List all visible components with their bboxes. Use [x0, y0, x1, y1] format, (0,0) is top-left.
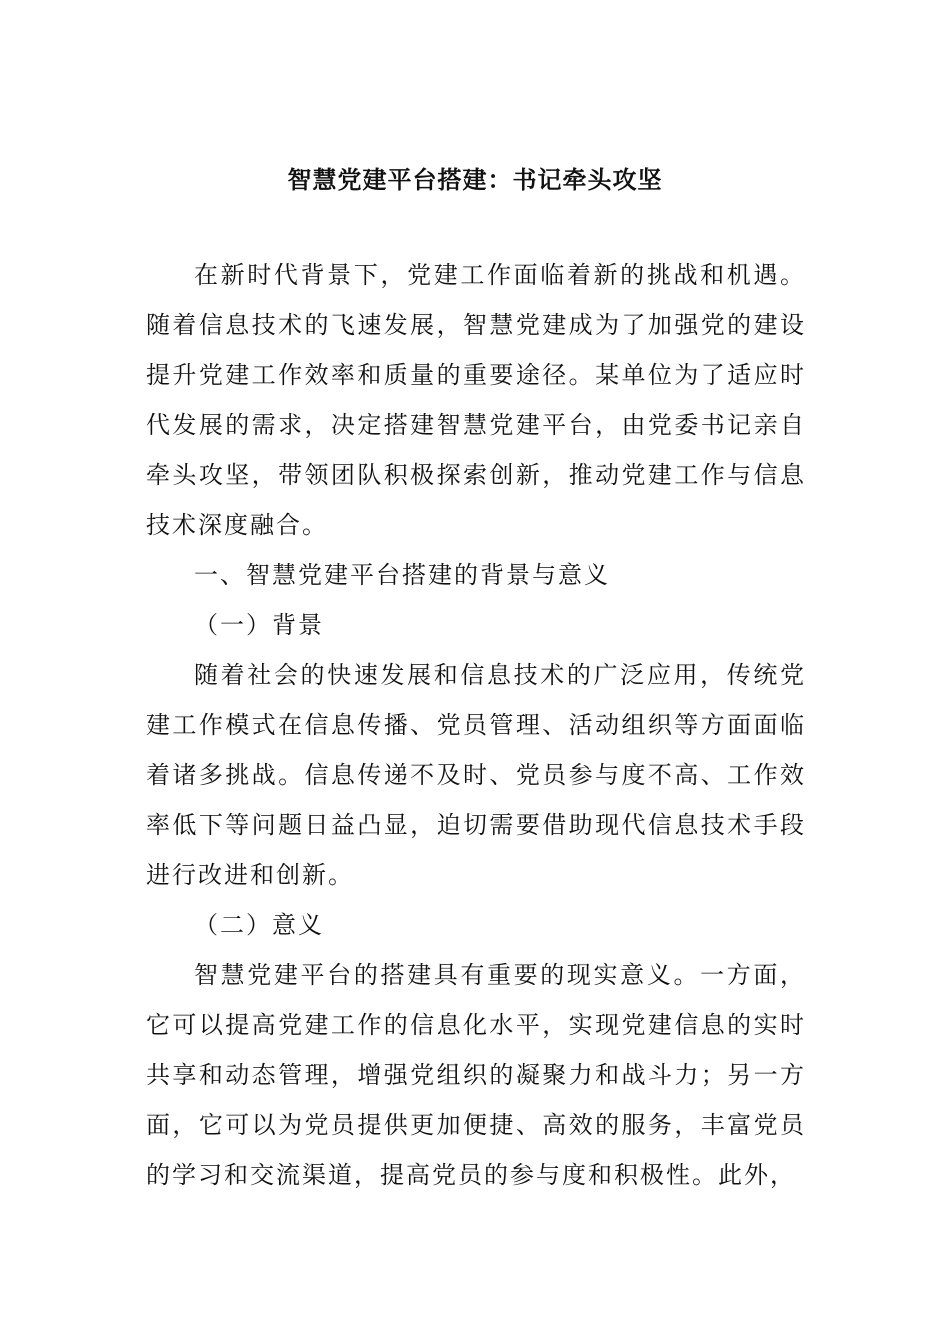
page-title: 智慧党建平台搭建：书记牵头攻坚 [287, 165, 663, 194]
significance-paragraph: 智慧党建平台的搭建具有重要的现实意义。一方面，它可以提高党建工作的信息化水平，实现党建信息的实时共享和动态管理，增强党组织的凝聚力和战斗力；另一方面，它可以为党员提供更加便捷、高效的服务，丰富党员的学习和交流渠道，提高党员的参与度和积极性。此外， [146, 961, 806, 1189]
subsection-heading-background: （一）背景 [194, 611, 324, 639]
background-paragraph: 随着社会的快速发展和信息技术的广泛应用，传统党建工作模式在信息传播、党员管理、活动组织等方面面临着诸多挑战。信息传递不及时、党员参与度不高、工作效率低下等问题日益凸显，迫切需要借助现代信息技术手段进行改进和创新。 [146, 661, 806, 889]
subsection-heading-significance: （二）意义 [194, 911, 324, 939]
section-heading: 一、智慧党建平台搭建的背景与意义 [194, 561, 610, 589]
intro-paragraph: 在新时代背景下，党建工作面临着新的挑战和机遇。随着信息技术的飞速发展，智慧党建成为了加强党的建设提升党建工作效率和质量的重要途径。某单位为了适应时代发展的需求，决定搭建智慧党建平台，由党委书记亲自牵头攻坚，带领团队积极探索创新，推动党建工作与信息技术深度融合。 [146, 261, 806, 539]
document-body [146, 250, 806, 1200]
